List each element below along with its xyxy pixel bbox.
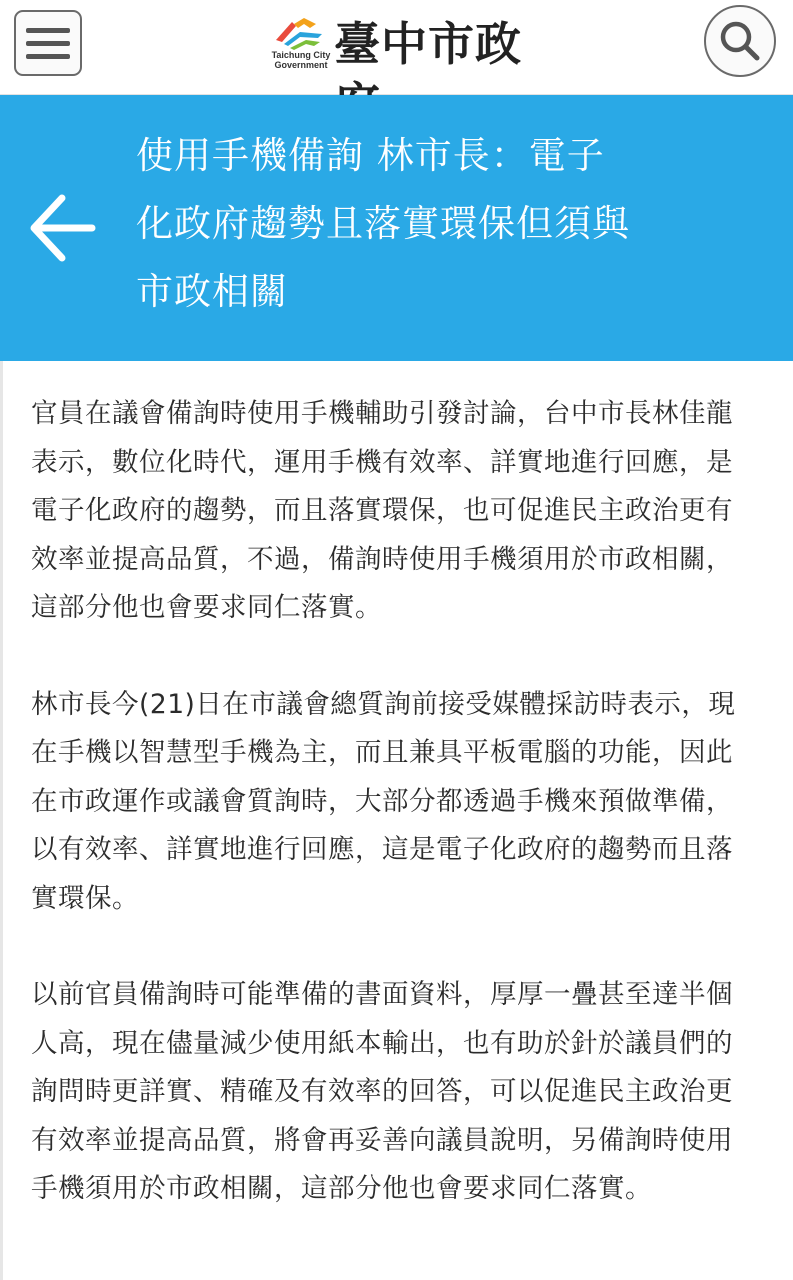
logo-english-line2: Government <box>274 60 328 70</box>
article-title: 使用手機備詢 林市長：電子化政府趨勢且落實環保但須與市政相關 <box>136 134 630 313</box>
menu-button[interactable] <box>14 10 82 76</box>
logo-english-line1: Taichung City <box>271 50 331 60</box>
site-logo[interactable] <box>270 12 530 76</box>
logo-english <box>270 50 332 70</box>
article-paragraph-1: 官員在議會備詢時使用手機輔助引發討論，台中市長林佳龍表示，數位化時代，運用手機有效率、詳實地進行回應，是電子化政府的趨勢，而且落實環保，也可促進民主政治更有效率並提高品質，不過，備詢時使用手機須用於市政相關，這部分他也會要求同仁落實。 <box>31 398 733 623</box>
top-bar <box>0 0 793 95</box>
logo-chinese: 臺中市政 <box>334 17 522 71</box>
article-paragraph-3: 以前官員備詢時可能準備的書面資料，厚厚一疊甚至達半個人高，現在儘量減少使用紙本輸出，也有助於針於議員們的詢問時更詳實、精確及有效率的回答，可以促進民主政治更有效率並提高品質，將會再妥善向議員說明，另備詢時使用手機須用於市政相關，這部分他也會要求同仁落實。 <box>31 979 733 1204</box>
back-arrow-icon[interactable] <box>28 188 96 268</box>
article-body <box>31 390 759 1270</box>
search-button[interactable] <box>704 5 776 77</box>
logo-mark-icon <box>270 14 328 54</box>
article-paragraph-2: 林市長今(21)日在市議會總質詢前接受媒體採訪時表示，現在手機以智慧型手機為主，而且兼具平板電腦的功能，因此在市政運作或議會質詢時，大部分都透過手機來預做準備，以有效率、詳實地進行回應，這是電子化政府的趨勢而且落實環保。 <box>31 688 736 914</box>
search-icon <box>706 7 774 75</box>
